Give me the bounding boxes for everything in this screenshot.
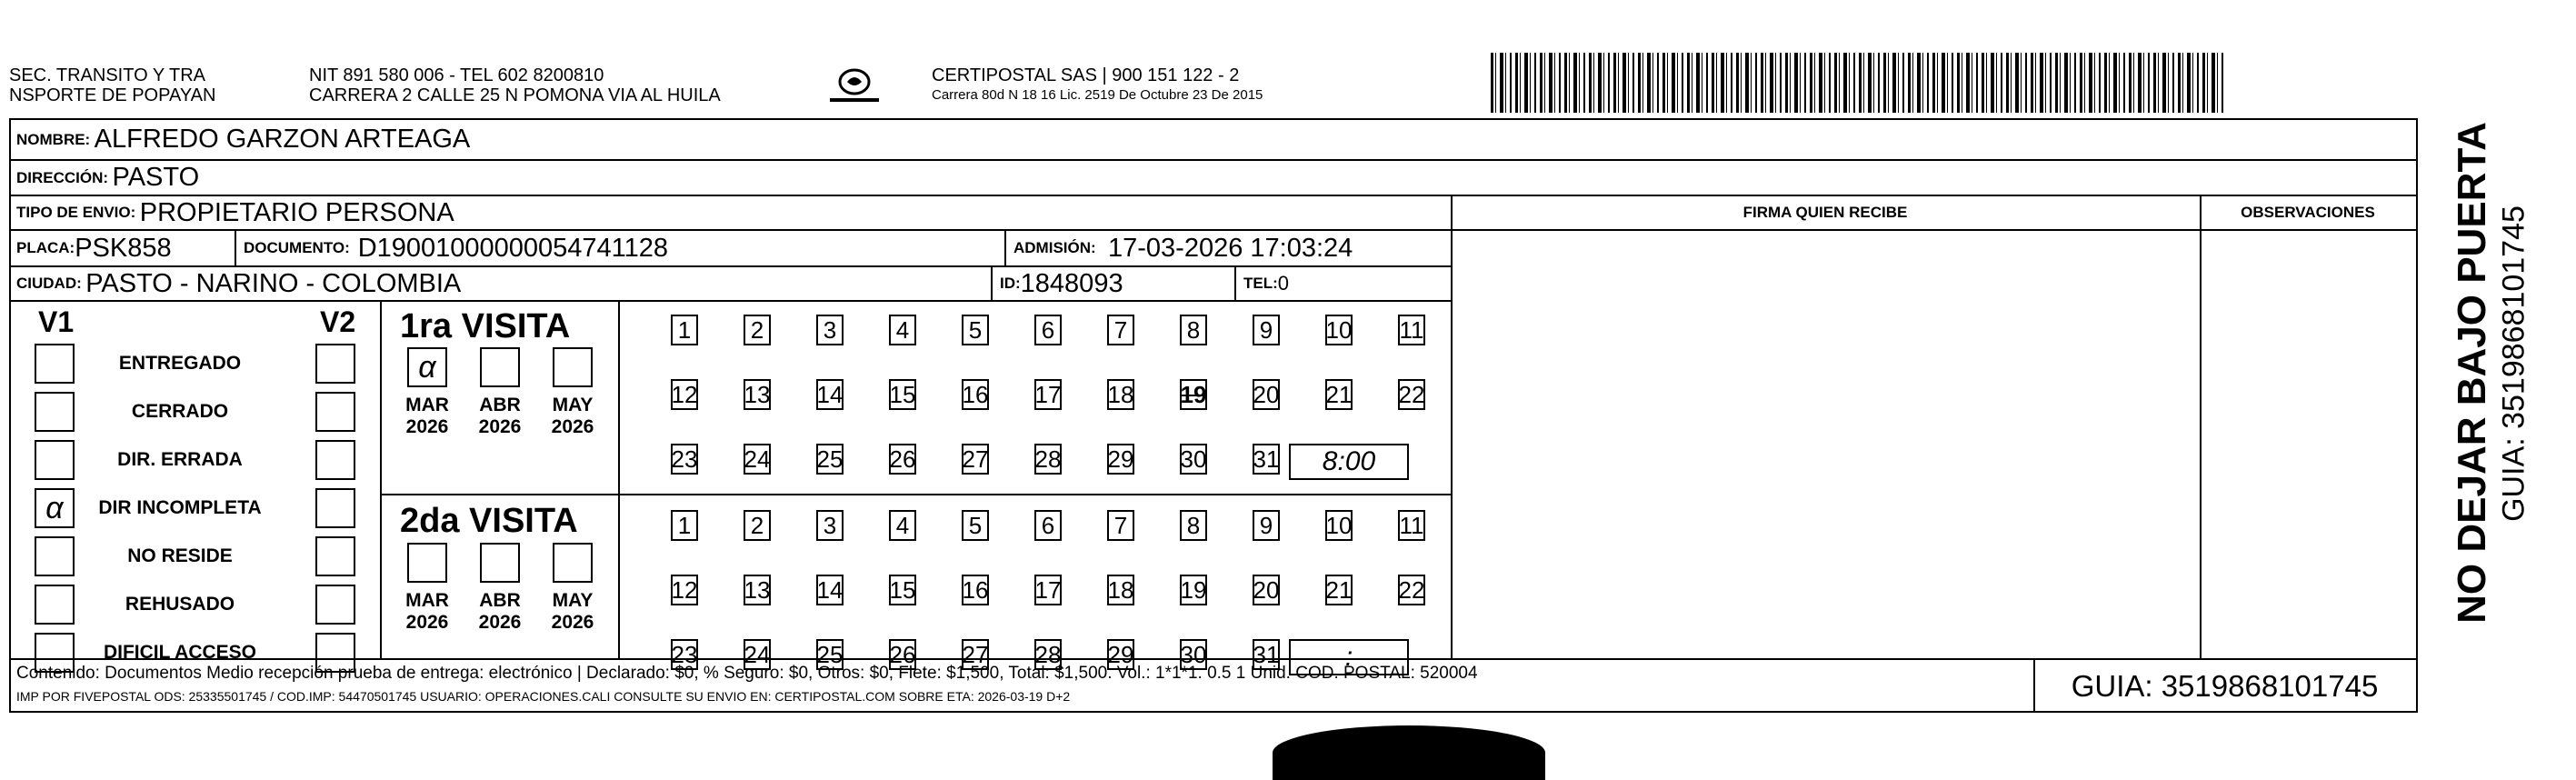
day-box[interactable]: 23 bbox=[671, 444, 698, 475]
day-box[interactable]: 6 bbox=[1034, 510, 1062, 541]
month-label: ABR bbox=[479, 395, 521, 415]
name-value: ALFREDO GARZON ARTEAGA bbox=[94, 125, 471, 154]
day-box[interactable]: 26 bbox=[889, 639, 916, 670]
day-box[interactable]: 29 bbox=[1107, 639, 1134, 670]
day-box[interactable]: 18 bbox=[1107, 379, 1134, 410]
sender-line-1: SEC. TRANSITO Y TRA bbox=[9, 65, 205, 85]
v2-checkbox[interactable] bbox=[315, 392, 355, 432]
nit-line: NIT 891 580 006 - TEL 602 8200810 bbox=[309, 65, 604, 85]
month-year: 2026 bbox=[478, 416, 522, 437]
day-box[interactable]: 3 bbox=[816, 315, 844, 345]
side-guia: GUIA: 3519868101745 bbox=[2496, 205, 2531, 522]
day-box[interactable]: 28 bbox=[1034, 444, 1062, 475]
tel-cell bbox=[1236, 267, 1289, 300]
day-box[interactable]: 30 bbox=[1180, 444, 1207, 475]
month-label: ABR bbox=[479, 590, 521, 611]
day-box[interactable]: 11 bbox=[1398, 315, 1425, 345]
reason-label: DIR INCOMPLETA bbox=[98, 497, 262, 518]
month-label: MAY bbox=[552, 590, 594, 611]
reason-label: ENTREGADO bbox=[118, 353, 242, 374]
company-info bbox=[932, 65, 1263, 105]
plate-cell bbox=[9, 231, 172, 265]
v2-checkbox[interactable] bbox=[315, 536, 355, 576]
reason-label: CERRADO bbox=[131, 401, 229, 422]
v1-checkbox[interactable] bbox=[35, 488, 75, 528]
day-box[interactable]: 8 bbox=[1180, 315, 1207, 345]
month-year: 2026 bbox=[405, 416, 449, 437]
day-box[interactable]: 12 bbox=[671, 575, 698, 605]
document-label: DOCUMENTO: bbox=[244, 239, 350, 256]
visit2-title: 2da VISITA bbox=[400, 502, 578, 540]
sender-line-2: NSPORTE DE POPAYAN bbox=[9, 85, 216, 105]
footer-guia: GUIA: 3519868101745 bbox=[2071, 669, 2379, 703]
document-cell bbox=[236, 231, 668, 265]
day-box[interactable]: 21 bbox=[1325, 379, 1353, 410]
plate-label: PLACA: bbox=[16, 239, 75, 256]
day-box[interactable]: 10 bbox=[1325, 510, 1353, 541]
observations-header: OBSERVACIONES bbox=[2241, 204, 2375, 221]
month-checkbox[interactable] bbox=[480, 543, 520, 583]
id-label: ID: bbox=[1000, 275, 1021, 292]
company-line: CERTIPOSTAL SAS | 900 151 122 - 2 bbox=[932, 65, 1240, 85]
city-label: CIUDAD: bbox=[16, 275, 82, 292]
address-line: CARRERA 2 CALLE 25 N POMONA VIA AL HUILA bbox=[309, 85, 721, 105]
footer-imp-line: IMP POR FIVEPOSTAL ODS: 25335501745 / COD.IMP: 54470501745 USUARIO: OPERACIONES.CALI CONSULTE SU ENVIO EN: CERTIPOSTAL.COM SOBRE ETA: 2026-03-19 D+2 bbox=[16, 689, 1071, 704]
month-label: MAR bbox=[405, 395, 449, 415]
day-box[interactable]: 28 bbox=[1034, 639, 1062, 670]
day-box[interactable]: 5 bbox=[962, 315, 989, 345]
month-checkbox[interactable] bbox=[407, 347, 447, 387]
reason-label: NO RESIDE bbox=[127, 545, 233, 566]
day-box[interactable]: 5 bbox=[962, 510, 989, 541]
company-address: Carrera 80d N 18 16 Lic. 2519 De Octubre 23 De 2015 bbox=[932, 87, 1263, 103]
day-box[interactable]: 23 bbox=[671, 639, 698, 670]
no-dejar-bajo-puerta: NO DEJAR BAJO PUERTA bbox=[2450, 122, 2494, 624]
v1-checkbox[interactable] bbox=[35, 344, 75, 384]
v2-checkbox[interactable] bbox=[315, 440, 355, 480]
day-box[interactable]: 10 bbox=[1325, 315, 1353, 345]
month-year: 2026 bbox=[551, 416, 594, 437]
day-box[interactable]: 26 bbox=[889, 444, 916, 475]
address-row bbox=[9, 161, 199, 195]
v2-checkbox[interactable] bbox=[315, 585, 355, 625]
city-value: PASTO - NARINO - COLOMBIA bbox=[85, 268, 462, 298]
day-box[interactable]: 4 bbox=[889, 315, 916, 345]
check-mark: α bbox=[418, 349, 436, 385]
day-box[interactable]: 8 bbox=[1180, 510, 1207, 541]
day-box[interactable]: 13 bbox=[744, 575, 771, 605]
reason-label: REHUSADO bbox=[125, 594, 235, 615]
day-box[interactable]: 16 bbox=[962, 379, 989, 410]
v1-checkbox[interactable] bbox=[35, 585, 75, 625]
day-box[interactable]: 17 bbox=[1034, 379, 1062, 410]
day-box[interactable]: 19 bbox=[1180, 379, 1207, 410]
barcode bbox=[1491, 53, 2227, 113]
sender-contact bbox=[309, 65, 721, 105]
v2-checkbox[interactable] bbox=[315, 488, 355, 528]
day-box[interactable]: 2 bbox=[744, 510, 771, 541]
day-box[interactable]: 18 bbox=[1107, 575, 1134, 605]
address-value: PASTO bbox=[112, 163, 200, 192]
day-box[interactable]: 17 bbox=[1034, 575, 1062, 605]
admission-value: 17-03-2026 17:03:24 bbox=[1108, 233, 1353, 263]
day-box[interactable]: 15 bbox=[889, 379, 916, 410]
time-box[interactable]: 8:00 bbox=[1289, 444, 1409, 480]
day-box[interactable]: 7 bbox=[1107, 315, 1134, 345]
reason-label: DIR. ERRADA bbox=[117, 449, 243, 470]
day-box[interactable]: 6 bbox=[1034, 315, 1062, 345]
tel-label: TEL: bbox=[1243, 275, 1278, 292]
v2-label: V2 bbox=[320, 305, 356, 338]
month-checkbox[interactable] bbox=[553, 543, 593, 583]
month-checkbox[interactable] bbox=[407, 543, 447, 583]
month-label: MAY bbox=[552, 395, 594, 415]
sender-name bbox=[9, 65, 215, 105]
month-year: 2026 bbox=[405, 612, 449, 633]
day-box[interactable]: 20 bbox=[1253, 575, 1280, 605]
day-box[interactable]: 19 bbox=[1180, 575, 1207, 605]
day-box[interactable]: 22 bbox=[1398, 575, 1425, 605]
day-box[interactable]: 4 bbox=[889, 510, 916, 541]
visit1-title: 1ra VISITA bbox=[400, 307, 571, 345]
document-value: D19001000000054741128 bbox=[357, 233, 669, 263]
day-box[interactable]: 12 bbox=[671, 379, 698, 410]
name-label: NOMBRE: bbox=[16, 130, 91, 148]
day-box[interactable]: 30 bbox=[1180, 639, 1207, 670]
certipostal-logo bbox=[823, 64, 886, 109]
signature-header: FIRMA QUIEN RECIBE bbox=[1742, 204, 1908, 221]
v1-label: V1 bbox=[38, 305, 75, 338]
month-checkbox[interactable] bbox=[480, 347, 520, 387]
day-box[interactable]: 21 bbox=[1325, 575, 1353, 605]
day-box[interactable]: 14 bbox=[816, 575, 844, 605]
tel-value: 0 bbox=[1277, 272, 1290, 295]
day-box[interactable]: 27 bbox=[962, 444, 989, 475]
time-box[interactable]: : bbox=[1289, 639, 1409, 675]
type-row bbox=[9, 196, 454, 229]
month-year: 2026 bbox=[478, 612, 522, 633]
day-box[interactable]: 3 bbox=[816, 510, 844, 541]
v2-checkbox[interactable] bbox=[315, 344, 355, 384]
admission-cell bbox=[1006, 231, 1353, 265]
day-box[interactable]: 7 bbox=[1107, 510, 1134, 541]
day-box[interactable]: 13 bbox=[744, 379, 771, 410]
id-cell bbox=[993, 267, 1123, 300]
v1-checkbox[interactable] bbox=[35, 392, 75, 432]
day-box[interactable]: 29 bbox=[1107, 444, 1134, 475]
day-box[interactable]: 24 bbox=[744, 444, 771, 475]
month-year: 2026 bbox=[551, 612, 594, 633]
admission-label: ADMISIÓN: bbox=[1013, 239, 1096, 256]
month-label: MAR bbox=[405, 590, 449, 611]
day-box[interactable]: 25 bbox=[816, 444, 844, 475]
day-box[interactable]: 9 bbox=[1253, 510, 1280, 541]
month-checkbox[interactable] bbox=[553, 347, 593, 387]
address-label: DIRECCIÓN: bbox=[16, 168, 109, 186]
day-box[interactable]: 16 bbox=[962, 575, 989, 605]
day-box[interactable]: 11 bbox=[1398, 510, 1425, 541]
day-box[interactable]: 1 bbox=[671, 510, 698, 541]
day-box[interactable]: 31 bbox=[1253, 639, 1280, 670]
day-box[interactable]: 14 bbox=[816, 379, 844, 410]
day-box[interactable]: 22 bbox=[1398, 379, 1425, 410]
id-value: 1848093 bbox=[1020, 268, 1123, 298]
day-box[interactable]: 25 bbox=[816, 639, 844, 670]
reason-label: DIFICIL ACCESO bbox=[103, 642, 256, 663]
day-box[interactable]: 27 bbox=[962, 639, 989, 670]
day-box[interactable]: 24 bbox=[744, 639, 771, 670]
day-box[interactable]: 1 bbox=[671, 315, 698, 345]
plate-value: PSK858 bbox=[75, 233, 172, 263]
footer-contents: Contenido: Documentos Medio recepción prueba de entrega: electrónico | Declarado: $0, % Seguro: $0, Otros: $0, Flete: $1,500, Total: $1,500. Vol.: 1*1*1. 0.5 1 Unid. COD. POSTAL: 520004 bbox=[16, 664, 1478, 683]
ink-smudge bbox=[1273, 725, 1545, 780]
name-row bbox=[9, 120, 470, 159]
check-mark: α bbox=[45, 490, 64, 525]
type-value: PROPIETARIO PERSONA bbox=[139, 197, 454, 227]
day-box[interactable]: 31 bbox=[1253, 444, 1280, 475]
v1-checkbox[interactable] bbox=[35, 440, 75, 480]
day-box[interactable]: 2 bbox=[744, 315, 771, 345]
v1-checkbox[interactable] bbox=[35, 536, 75, 576]
city-cell bbox=[9, 267, 461, 300]
type-label: TIPO DE ENVIO: bbox=[16, 204, 136, 221]
day-box[interactable]: 20 bbox=[1253, 379, 1280, 410]
day-box[interactable]: 15 bbox=[889, 575, 916, 605]
day-box[interactable]: 9 bbox=[1253, 315, 1280, 345]
